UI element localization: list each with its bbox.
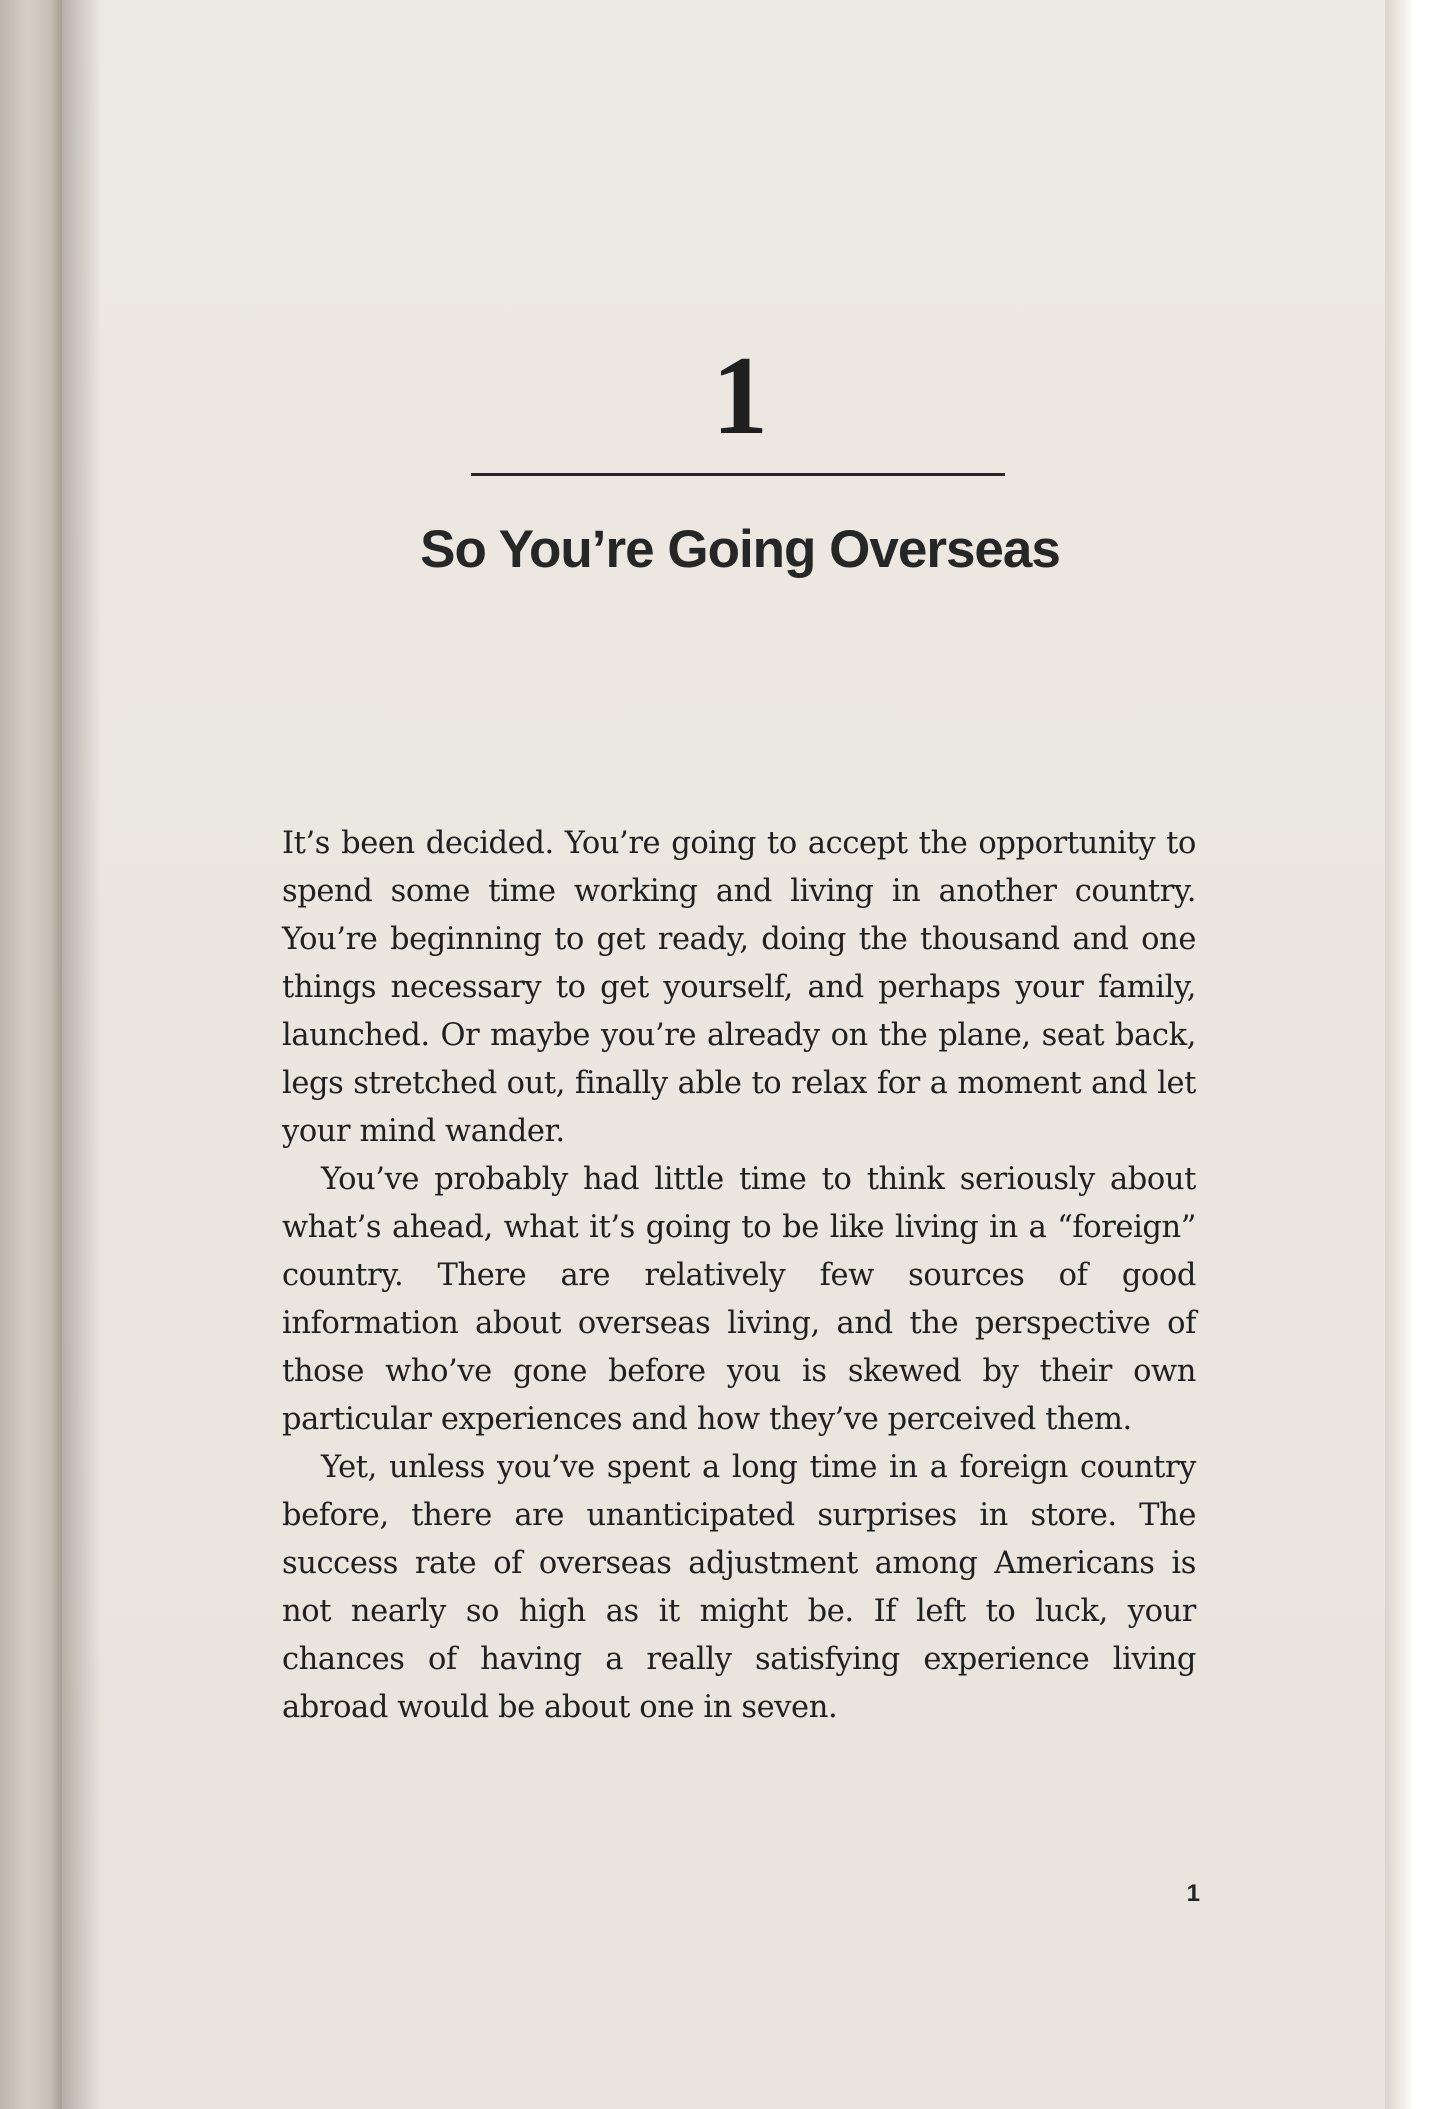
chapter-number: 1 [712,334,768,458]
chapter-body [282,820,1196,1732]
paragraph-1: It’s been decided. You’re going to accept the opportunity to spend some time working and living in another country. You’re beginning to get ready, doing the thousand and one things necessary to get yourself, and perhaps your family, launched. Or maybe you’re already on the plane, seat back, legs stretched out, finally able to relax for a moment and let your mind wander. [282,826,1196,1149]
page-edge [1385,0,1413,2109]
chapter-rule [471,473,1005,476]
page-number: 1 [1186,1880,1200,1907]
paragraph-3: Yet, unless you’ve spent a long time in a foreign country before, there are unanticipated surprises in store. The success rate of overseas adjustment among Americans is not nearly so high as it might be. If left to luck, your chances of having a really satisfying experience living abroad would be about one in seven. [282,1450,1196,1725]
facing-page-edge [0,0,62,2109]
chapter-title: So You’re Going Overseas [420,520,1060,579]
paragraph-2: You’ve probably had little time to think seriously about what’s ahead, what it’s going to be like living in a “foreign” country. There are relatively few sources of good information about overseas living, and the perspective of those who’ve gone before you is skewed by their own particular experiences and how they’ve perceived them. [282,1162,1196,1437]
